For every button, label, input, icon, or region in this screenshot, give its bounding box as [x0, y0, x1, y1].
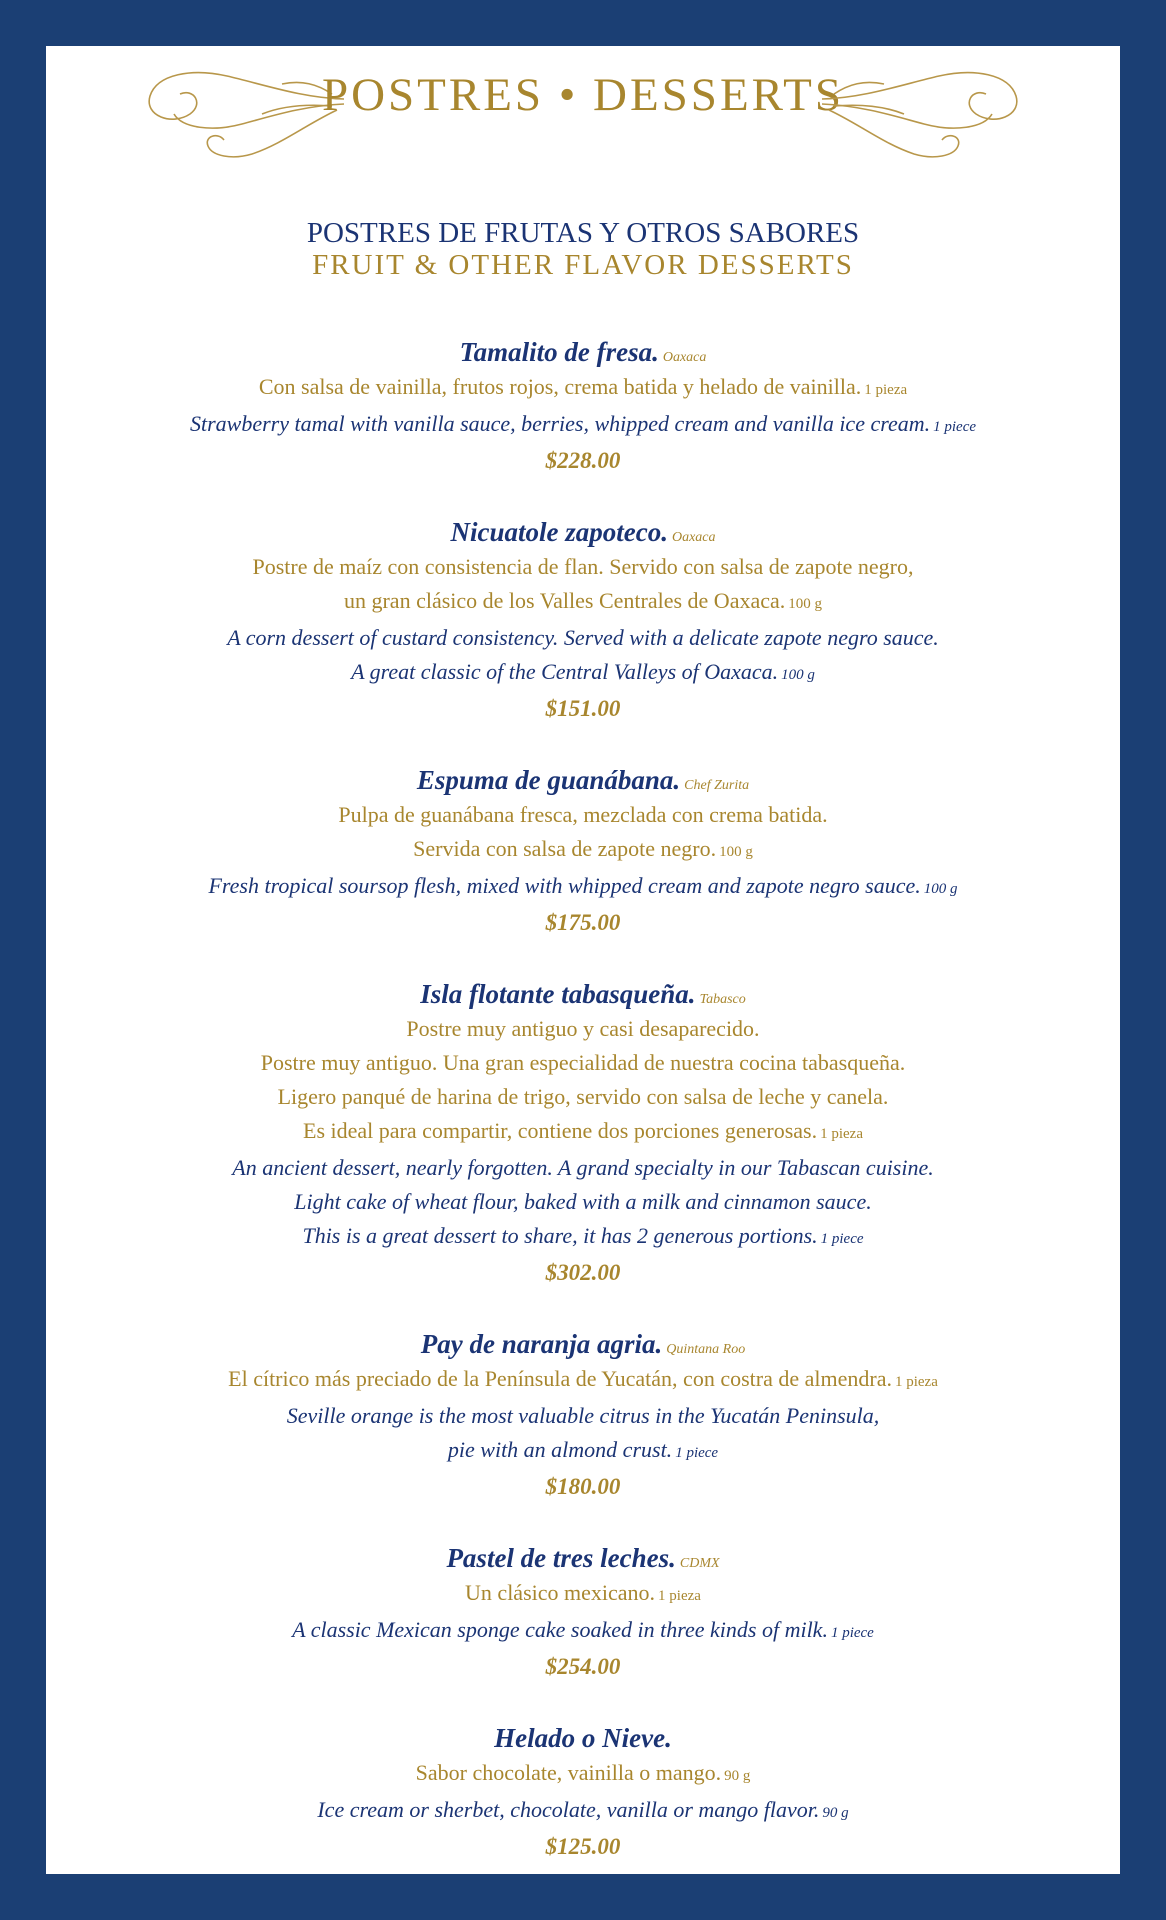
menu-title: POSTRES • DESSERTS [321, 69, 845, 121]
menu-item-origin: Oaxaca [671, 530, 716, 545]
description-english [46, 407, 1120, 444]
portion-size: 90 g [822, 1805, 849, 1821]
description-text: Ice cream or sherbet, chocolate, vanilla or mango flavor. [317, 1797, 820, 1822]
menu-item-name: Espuma de guanábana. [416, 765, 681, 795]
description-english [46, 1613, 1120, 1650]
description-spanish [46, 1362, 1120, 1399]
menu-item [46, 334, 1120, 478]
menu-item-price: $125.00 [545, 1834, 621, 1859]
portion-size: 100 g [788, 596, 823, 612]
description-english [46, 655, 1120, 692]
menu-item-heading [46, 976, 1120, 1012]
description-text: A great classic of the Central Valleys of Oaxaca. [351, 659, 779, 684]
description-text: Postre muy antiguo y casi desaparecido. [406, 1016, 760, 1041]
portion-size: 100 g [719, 844, 753, 860]
description-spanish [46, 1576, 1120, 1613]
description-text: un gran clásico de los Valles Centrales de Oaxaca. [343, 588, 786, 613]
right-flourish-ornament [814, 54, 1034, 164]
description-spanish [46, 832, 1120, 869]
description-spanish [46, 798, 1120, 832]
menu-item-name: Tamalito de fresa. [459, 337, 659, 367]
description-english [46, 1793, 1120, 1830]
description-english [46, 1399, 1120, 1433]
portion-size: 1 pieza [658, 1588, 701, 1604]
menu-item-origin: Tabasco [699, 992, 746, 1007]
description-english [46, 869, 1120, 906]
description-text: A corn dessert of custard consistency. Served with a delicate zapote negro sauce. [227, 625, 939, 650]
description-spanish [46, 584, 1120, 621]
description-text: Un clásico mexicano. [465, 1580, 656, 1605]
description-text: El cítrico más preciado de la Península de Yucatán, con costra de almendra. [228, 1366, 892, 1391]
portion-size: 1 piece [830, 1625, 874, 1641]
menu-item-heading [46, 334, 1120, 370]
description-text: Pulpa de guanábana fresca, mezclada con crema batida. [338, 802, 828, 827]
portion-size: 1 piece [675, 1445, 719, 1461]
description-text: A classic Mexican sponge cake soaked in three kinds of milk. [292, 1617, 828, 1642]
menu-item [46, 762, 1120, 940]
menu-item-origin: Chef Zurita [684, 778, 750, 793]
menu-item-name: Pastel de tres leches. [446, 1543, 676, 1573]
dessert-list [46, 334, 1120, 1864]
description-text: Con salsa de vainilla, frutos rojos, crema batida y helado de vainilla. [258, 374, 862, 399]
description-text: Strawberry tamal with vanilla sauce, berries, whipped cream and vanilla ice cream. [189, 411, 931, 436]
description-english [46, 1185, 1120, 1219]
description-english [46, 621, 1120, 655]
description-spanish [46, 550, 1120, 584]
description-text: Fresh tropical soursop flesh, mixed with whipped cream and zapote negro sauce. [208, 873, 921, 898]
menu-item-price: $228.00 [545, 448, 621, 473]
menu-item [46, 1540, 1120, 1684]
portion-size: 1 pieza [894, 1374, 938, 1390]
portion-size: 1 pieza [820, 1126, 863, 1142]
description-text: This is a great dessert to share, it has 2 generous portions. [302, 1223, 818, 1248]
description-text: Servida con salsa de zapote negro. [413, 836, 717, 861]
description-text: Postre de maíz con consistencia de flan. Servido con salsa de zapote negro, [252, 554, 914, 579]
description-spanish [46, 1756, 1120, 1793]
menu-item-heading [46, 1540, 1120, 1576]
description-english [46, 1433, 1120, 1470]
menu-item-price: $254.00 [545, 1654, 621, 1679]
menu-item-price: $180.00 [545, 1474, 621, 1499]
portion-size: 90 g [724, 1768, 751, 1784]
description-spanish [46, 1046, 1120, 1080]
portion-size: 100 g [781, 667, 815, 683]
section-title-english: FRUIT & OTHER FLAVOR DESSERTS [312, 249, 854, 281]
section-title-spanish: POSTRES DE FRUTAS Y OTROS SABORES [306, 217, 860, 249]
portion-size: 100 g [923, 881, 958, 897]
description-text: Postre muy antiguo. Una gran especialidad de nuestra cocina tabasqueña. [260, 1050, 906, 1075]
description-text: Seville orange is the most valuable citrus in the Yucatán Peninsula, [286, 1403, 880, 1428]
section-heading [46, 217, 1120, 281]
description-text: Light cake of wheat flour, baked with a milk and cinnamon sauce. [294, 1189, 872, 1214]
menu-item-origin: CDMX [679, 1556, 720, 1571]
description-text: pie with an almond crust. [447, 1437, 673, 1462]
menu-item [46, 1326, 1120, 1504]
portion-size: 1 piece [820, 1231, 864, 1247]
menu-item-heading [46, 762, 1120, 798]
portion-size: 1 piece [933, 419, 977, 435]
description-spanish [46, 1114, 1120, 1151]
menu-item-name: Nicuatole zapoteco. [450, 517, 668, 547]
menu-header [46, 46, 1120, 171]
menu-item-price: $175.00 [545, 910, 621, 935]
menu-item-name: Pay de naranja agria. [420, 1329, 663, 1359]
menu-item-heading [46, 1326, 1120, 1362]
menu-item-origin: Oaxaca [662, 350, 707, 365]
menu-page [46, 46, 1120, 1874]
description-text: Sabor chocolate, vainilla o mango. [415, 1760, 722, 1785]
description-english [46, 1219, 1120, 1256]
menu-item-name: Isla flotante tabasqueña. [420, 979, 696, 1009]
description-text: Ligero panqué de harina de trigo, servido con salsa de leche y canela. [277, 1084, 889, 1109]
menu-item-heading [46, 1720, 1120, 1756]
menu-item [46, 1720, 1120, 1864]
menu-item-name: Helado o Nieve. [494, 1723, 672, 1753]
menu-item-heading [46, 514, 1120, 550]
portion-size: 1 pieza [864, 382, 908, 398]
menu-item [46, 514, 1120, 726]
description-text: Es ideal para compartir, contiene dos porciones generosas. [303, 1118, 818, 1143]
menu-item-price: $302.00 [545, 1260, 621, 1285]
menu-item [46, 976, 1120, 1290]
description-english [46, 1151, 1120, 1185]
description-spanish [46, 1080, 1120, 1114]
description-spanish [46, 370, 1120, 407]
description-spanish [46, 1012, 1120, 1046]
description-text: An ancient dessert, nearly forgotten. A grand specialty in our Tabascan cuisine. [232, 1155, 934, 1180]
menu-item-origin: Quintana Roo [666, 1342, 746, 1357]
menu-item-price: $151.00 [545, 696, 621, 721]
